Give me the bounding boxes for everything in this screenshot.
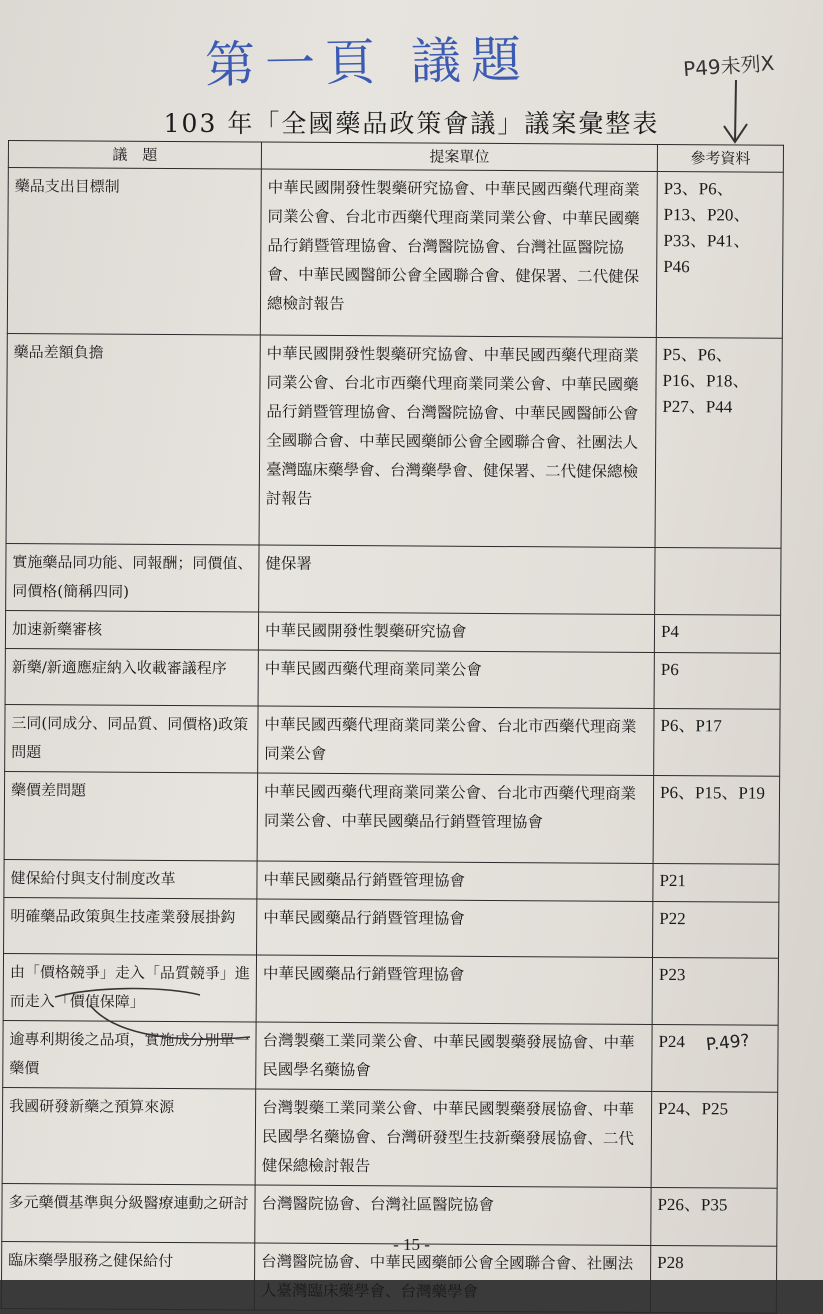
ref-cell: P26、P35 xyxy=(651,1187,777,1246)
ref-cell: P6、P15、P19 xyxy=(653,775,780,864)
document-title: 103 年「全國藥品政策會議」議案彙整表 xyxy=(163,109,660,138)
topic-cell: 臨床藥學服務之健保給付 xyxy=(1,1241,254,1310)
unit-cell: 台灣製藥工業同業公會、中華民國製藥發展協會、中華民國學名藥協會、台灣研發型生技新藥發展協會、二代健保總檢討報告 xyxy=(255,1089,652,1187)
table-row xyxy=(5,648,780,709)
topic-cell: 逾專利期後之品項，實施成分別單一藥價 xyxy=(3,1020,256,1089)
unit-cell: 中華民國開發性製藥研究協會 xyxy=(258,612,654,652)
table-row xyxy=(5,704,780,776)
ref-cell: P24 xyxy=(652,1024,778,1092)
topic-cell: 新藥/新適應症納入收載審議程序 xyxy=(5,648,258,706)
header-ref: 參考資料 xyxy=(657,144,783,172)
table-row xyxy=(5,610,780,653)
unit-cell: 中華民國西藥代理商業同業公會、台北市西藥代理商業同業公會 xyxy=(258,706,654,775)
handwritten-note: P49未列X xyxy=(682,50,776,82)
handwritten-ref: P.49? xyxy=(705,1030,751,1056)
unit-cell: 中華民國西藥代理商業同業公會、台北市西藥代理商業同業公會、中華民國藥品行銷暨管理協會 xyxy=(257,773,654,863)
unit-cell: 台灣醫院協會、中華民國藥師公會全國聯合會、社團法人臺灣臨床藥學會、台灣藥學會 xyxy=(254,1243,650,1312)
topic-cell: 由「價格競爭」走入「品質競爭」進而走入「價值保障」 xyxy=(3,953,256,1022)
topic-cell: 三同(同成分、同品質、同價格)政策問題 xyxy=(5,704,258,773)
unit-cell: 台灣製藥工業同業公會、中華民國製藥發展協會、中華民國學名藥協會 xyxy=(256,1022,652,1091)
ref-cell: P24、P25 xyxy=(651,1091,778,1188)
topic-cell: 藥價差問題 xyxy=(4,771,258,861)
header-topic: 議 題 xyxy=(8,141,261,170)
table-row xyxy=(4,771,780,864)
topic-cell: 我國研發新藥之預算來源 xyxy=(2,1087,256,1185)
ref-cell xyxy=(655,547,781,615)
table-row xyxy=(6,543,781,615)
page-number: - 15 - xyxy=(393,1235,430,1254)
ref-cell: P6、P17 xyxy=(654,708,780,776)
unit-cell: 中華民國開發性製藥研究協會、中華民國西藥代理商業同業公會、台北市西藥代理商業同業公會、中華民國藥品行銷暨管理協會、台灣醫院協會、中華民國醫師公會全國聯合會、中華民國藥師公會全國聯合會、社團法人臺灣臨床藥學會、台灣藥學會、健保署、二代健保總檢討報告 xyxy=(259,335,656,547)
header-unit: 提案單位 xyxy=(261,142,657,171)
unit-cell: 健保署 xyxy=(259,545,655,614)
table-row xyxy=(4,859,779,902)
ref-cell: P21 xyxy=(653,863,779,902)
handwritten-curve-mark xyxy=(50,985,260,1055)
topic-cell: 多元藥價基準與分級醫療連動之研討 xyxy=(2,1183,255,1243)
table-row xyxy=(4,897,779,958)
topic-cell: 加速新藥審核 xyxy=(5,610,258,650)
unit-cell: 中華民國西藥代理商業同業公會 xyxy=(258,650,654,708)
ref-cell: P4 xyxy=(654,614,780,653)
unit-cell: 台灣醫院協會、台灣社區醫院協會 xyxy=(255,1185,651,1245)
topic-cell: 健保給付與支付制度改革 xyxy=(4,859,257,899)
unit-cell: 中華民國開發性製藥研究協會、中華民國西藥代理商業同業公會、台北市西藥代理商業同業公會、中華民國藥品行銷暨管理協會、台灣醫院協會、台灣社區醫院協會、中華民國醫師公會全國聯合會、健保署、二代健保總檢討報告 xyxy=(260,169,657,337)
ref-cell: P22 xyxy=(653,901,779,958)
topic-cell: 明確藥品政策與生技產業發展掛鈎 xyxy=(4,897,257,955)
unit-cell: 中華民國藥品行銷暨管理協會 xyxy=(256,955,652,1024)
ref-cell: P3、P6、P13、P20、P33、P41、P46 xyxy=(656,171,783,338)
agenda-table xyxy=(1,140,784,1314)
topic-cell: 藥品支出目標制 xyxy=(7,168,261,336)
handwritten-title: 第一頁 議題 xyxy=(204,30,532,95)
ref-cell: P6 xyxy=(654,652,780,709)
table-row xyxy=(6,333,782,548)
ref-cell: P23 xyxy=(652,957,778,1025)
unit-cell: 中華民國藥品行銷暨管理協會 xyxy=(257,861,653,901)
topic-cell: 實施藥品同功能、同報酬；同價值、同價格(簡稱四同) xyxy=(6,543,259,612)
topic-cell: 藥品差額負擔 xyxy=(6,333,260,545)
unit-cell: 中華民國藥品行銷暨管理協會 xyxy=(257,899,653,957)
ref-cell: P5、P6、P16、P18、P27、P44 xyxy=(655,337,782,548)
table-row xyxy=(7,168,783,339)
ref-cell: P28 xyxy=(650,1245,776,1313)
table-row xyxy=(2,1087,778,1188)
